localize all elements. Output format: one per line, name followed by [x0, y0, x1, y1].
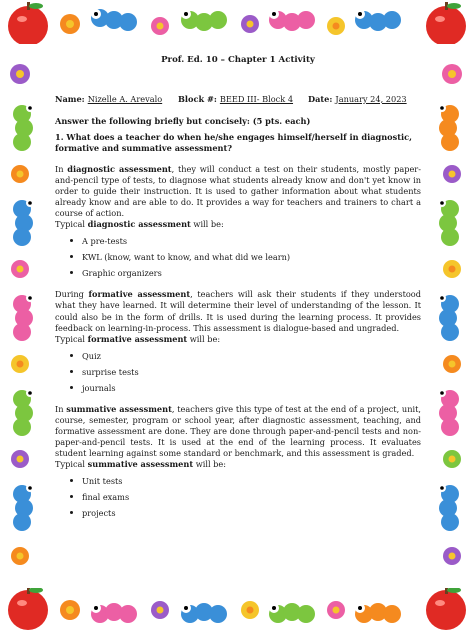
list-item: Graphic organizers — [82, 268, 421, 279]
paragraph-body: , teachers give this type of test at the end of a project, unit, course, semester, program or school year, after diagnostic assessment, teaching, and formative assessment are done. They are done through paper-and-pencil tests and non-paper-and-pencil tests. It is used at the end of the learning process. It evaluates student learning against some standard or benchmark, and this assessment is graded. — [55, 403, 421, 459]
typical-term: diagnostic assessment — [87, 219, 191, 230]
list-item: projects — [82, 508, 421, 519]
typical-suffix: will be: — [193, 459, 227, 470]
section-formative — [55, 289, 421, 394]
section-paragraph — [55, 289, 421, 333]
typical-prefix: Typical — [55, 459, 88, 470]
typical-suffix: will be: — [190, 219, 224, 230]
instructions: Answer the following briefly but concisely: (5 pts. each) — [55, 115, 311, 126]
typical-suffix: will be: — [187, 333, 221, 344]
intro-prefix: During — [55, 289, 89, 300]
page-title: Prof. Ed. 10 – Chapter 1 Activity — [161, 55, 315, 65]
block-field — [178, 94, 308, 105]
intro-prefix: In — [55, 403, 67, 414]
intro-prefix: In — [55, 163, 68, 174]
question-1: 1. What does a teacher do when he/she engages himself/herself in diagnostic, formative and summative assessment? — [55, 131, 412, 153]
typical-line — [55, 334, 421, 345]
section-summative — [55, 404, 421, 520]
name-field — [55, 94, 178, 105]
border-bottom — [0, 580, 474, 632]
list-item: journals — [82, 383, 421, 394]
formative-list — [55, 351, 421, 394]
typical-term: summative assessment — [87, 459, 194, 470]
block-label: Block #: — [178, 93, 217, 104]
border-right — [424, 44, 474, 588]
name-value: Nizelle A. Arevalo — [87, 93, 163, 104]
student-info-row — [55, 94, 421, 105]
document-body — [55, 55, 421, 529]
date-value: January 24, 2023 — [335, 93, 407, 104]
section-paragraph — [55, 404, 421, 459]
list-item: Unit tests — [82, 476, 421, 487]
typical-prefix: Typical — [55, 219, 88, 230]
section-diagnostic — [55, 164, 421, 280]
border-top — [0, 0, 474, 54]
section-paragraph — [55, 164, 421, 219]
list-item: final exams — [82, 492, 421, 503]
list-item: surprise tests — [82, 367, 421, 378]
date-field — [308, 94, 407, 105]
typical-line — [55, 219, 421, 230]
typical-term: formative assessment — [87, 333, 188, 344]
list-item: Quiz — [82, 351, 421, 362]
list-item: KWL (know, want to know, and what did we learn) — [82, 252, 421, 263]
name-label: Name: — [55, 93, 85, 104]
list-item: A pre-tests — [82, 236, 421, 247]
term-formative: formative assessment — [88, 289, 191, 300]
paragraph-body: , teachers will ask their students if they understood what they have learned. It will determine their level of understanding of the lesson. It could also be in the form of drills. It is used during the learning process. It provides feedback on learning-in-process. This assessment is dialogue-based and ungraded. — [55, 289, 421, 333]
border-left — [0, 44, 48, 588]
term-summative: summative assessment — [66, 403, 172, 414]
date-label: Date: — [308, 93, 333, 104]
typical-prefix: Typical — [55, 333, 88, 344]
block-value: BEED III- Block 4 — [219, 93, 294, 104]
paragraph-body: , they will conduct a test on their students, mostly paper-and-pencil type of tests, to diagnose what students already know and don't yet know in order to guide their instruction. It is used to gather information about what students already know and are able to do. It provides a way for teachers and trainers to chart a course of action. — [55, 163, 421, 219]
diagnostic-list — [55, 236, 421, 279]
summative-list — [55, 476, 421, 519]
typical-line — [55, 459, 421, 470]
term-diagnostic: diagnostic assessment — [67, 163, 172, 174]
